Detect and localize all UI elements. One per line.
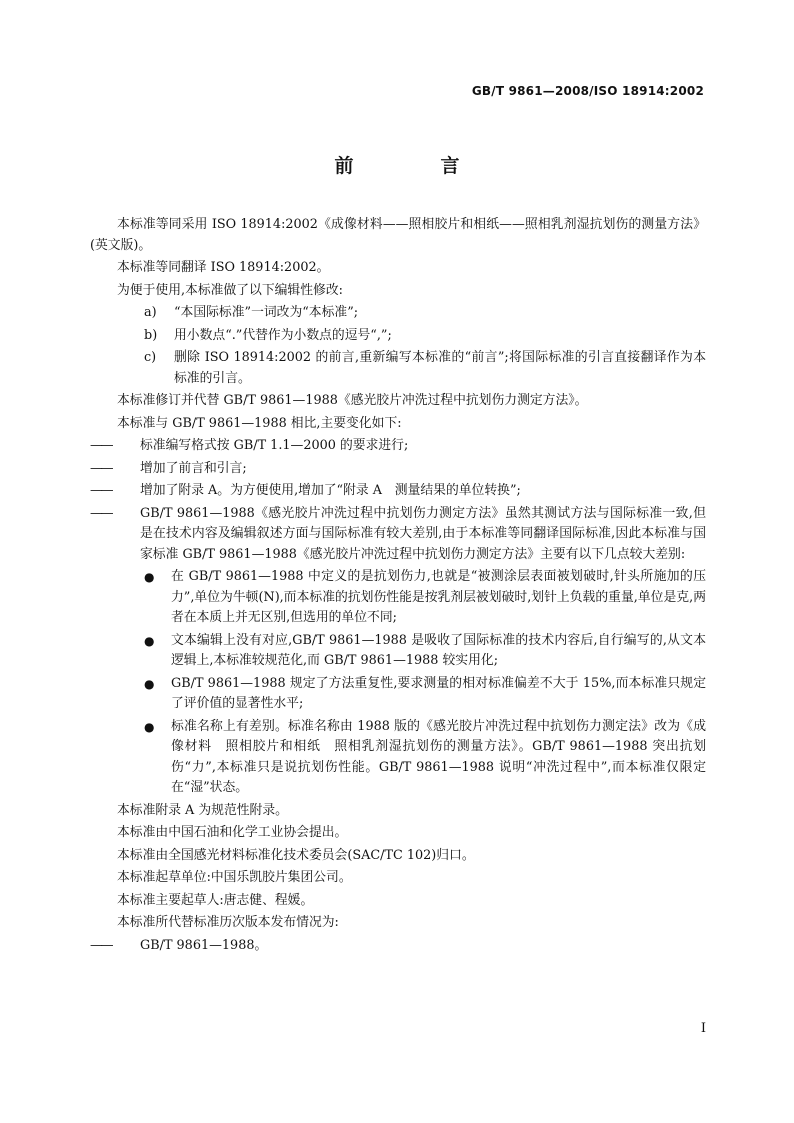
change-item-text: 标准编写格式按 GB/T 1.1—2000 的要求进行; — [140, 438, 409, 453]
change-item-text: 增加了前言和引言; — [140, 460, 247, 476]
list-item-text: 用小数点“.”代替作为小数点的逗号“,”; — [174, 327, 392, 343]
bullet-icon: ● — [144, 719, 155, 734]
difference-item-text: 在 GB/T 9861—1988 中定义的是抗划伤力,也就是“被测涂层表面被划破时,针头所施加的压力”,单位为牛顿(N),而本标准的抗划伤性能是按乳剂层被划破时,划针上负载的重量,单位是克,两者在本质上并无区别,但选用的单位不同; — [171, 569, 706, 625]
bullet-icon: ● — [144, 633, 155, 648]
list-item-label: c) — [144, 350, 157, 365]
paragraph-editorial-intro: 为便于使用,本标准做了以下编辑性修改: — [117, 282, 343, 298]
change-item-text: GB/T 9861—1988《感光胶片冲洗过程中抗划伤力测定方法》虽然其测试方法与国际标准一致,但是在技术内容及编辑叙述方面与国际标准有较大差别,由于本标准等同翻译国际标准,因此本标准与国家标准 GB/T 9861—1988《感光胶片冲洗过程中抗划伤力测定方法》主要有以下几点较大差别: — [140, 505, 706, 562]
page-title: 前 言 — [334, 155, 494, 177]
paragraph-adoption: 本标准等同采用 ISO 18914:2002《成像材料——照相胶片和相纸——照相乳剂湿抗划伤的测量方法》(英文版)。 — [90, 217, 706, 253]
list-item-label: a) — [144, 305, 157, 320]
page-number: I — [700, 1021, 706, 1036]
list-item-text: “本国际标准”一词改为“本标准”; — [174, 305, 359, 320]
change-item-text: 增加了附录 A。为方便使用,增加了“附录 A 测量结果的单位转换”; — [140, 483, 521, 498]
change-item — [90, 481, 706, 502]
dash-mark: —— — [90, 438, 112, 453]
difference-item — [144, 567, 706, 629]
dash-mark: —— — [90, 483, 112, 498]
paragraph-drafters: 本标准主要起草人:唐志健、程媛。 — [117, 892, 314, 908]
bullet-icon: ● — [144, 570, 155, 584]
difference-item-text: 标准名称上有差别。标准名称由 1988 版的《感光胶片冲洗过程中抗划伤力测定法》改为《成像材料 照相胶片和相纸 照相乳剂湿抗划伤的测量方法》。GB/T 9861—1988 突出抗划伤“力”,本标准只是说抗划伤性能。GB/T 9861—1988 说明“冲洗过程中”,而本标准仅限定在“湿”状态。 — [171, 718, 706, 795]
change-item — [90, 436, 706, 457]
difference-item-text: 文本编辑上没有对应,GB/T 9861—1988 是吸收了国际标准的技术内容后,自行编写的,从文本逻辑上,本标准较规范化,而 GB/T 9861—1988 较实用化; — [171, 632, 706, 668]
dash-mark: —— — [90, 505, 112, 521]
bullet-icon: ● — [144, 676, 155, 691]
dash-mark: —— — [90, 460, 112, 476]
paragraph-changes-intro: 本标准与 GB/T 9861—1988 相比,主要变化如下: — [117, 415, 402, 431]
paragraph-committee: 本标准由全国感光材料标准化技术委员会(SAC/TC 102)归口。 — [117, 847, 475, 863]
change-item — [90, 504, 706, 566]
paragraph-history-intro: 本标准所代替标准历次版本发布情况为: — [117, 915, 339, 930]
list-item — [90, 303, 706, 324]
list-item-text: 删除 ISO 18914:2002 的前言,重新编写本标准的“前言”;将国际标准的引言直接翻译作为本标准的引言。 — [174, 350, 706, 386]
dash-mark: —— — [90, 937, 112, 953]
history-item — [90, 936, 706, 957]
difference-item-text: GB/T 9861—1988 规定了方法重复性,要求测量的相对标准偏差不大于 15%,而本标准只规定了评价值的显著性水平; — [171, 675, 706, 711]
difference-item — [144, 717, 706, 799]
paragraph-annex: 本标准附录 A 为规范性附录。 — [117, 802, 288, 818]
foreword-body — [90, 215, 706, 958]
difference-item — [144, 674, 706, 715]
change-item — [90, 459, 706, 480]
standard-code-header: GB/T 9861—2008/ISO 18914:2002 — [471, 84, 704, 98]
difference-list — [90, 567, 706, 799]
history-item-text: GB/T 9861—1988。 — [140, 937, 268, 953]
difference-item — [144, 631, 706, 672]
paragraph-proposer: 本标准由中国石油和化学工业协会提出。 — [117, 825, 348, 840]
list-item — [90, 326, 706, 347]
paragraph-replaces: 本标准修订并代替 GB/T 9861—1988《感光胶片冲洗过程中抗划伤力测定方法》。 — [117, 393, 588, 408]
paragraph-translation: 本标准等同翻译 ISO 18914:2002。 — [117, 260, 330, 275]
list-item-label: b) — [144, 327, 158, 343]
list-item — [90, 348, 706, 389]
paragraph-drafting-unit: 本标准起草单位:中国乐凯胶片集团公司。 — [117, 870, 352, 885]
